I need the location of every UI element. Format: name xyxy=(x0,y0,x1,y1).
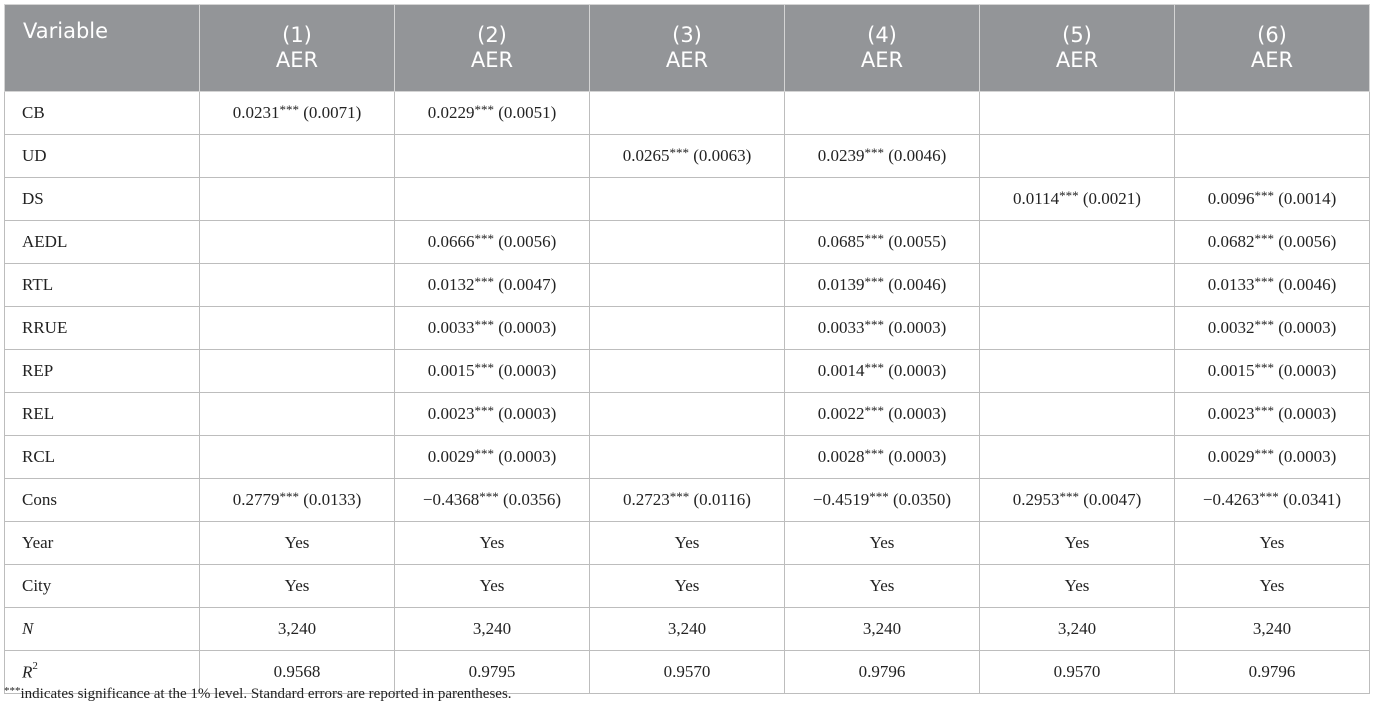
table-cell: 0.0685*** (0.0055) xyxy=(785,221,980,264)
model-number: (6) xyxy=(1257,23,1287,47)
table-cell: Yes xyxy=(785,565,980,608)
table-cell xyxy=(980,307,1175,350)
significance-marker: *** xyxy=(1059,188,1079,203)
row-label-superscript: 2 xyxy=(32,659,38,672)
significance-marker: *** xyxy=(864,317,884,332)
table-cell: Yes xyxy=(395,565,590,608)
row-label-text: N xyxy=(22,619,34,638)
table-cell: 0.0229*** (0.0051) xyxy=(395,92,590,135)
footnote-marker: *** xyxy=(4,685,21,697)
row-label-text: REL xyxy=(22,404,55,423)
table-cell xyxy=(200,307,395,350)
row-label-text: City xyxy=(22,576,52,595)
significance-marker: *** xyxy=(279,102,299,117)
row-label xyxy=(5,436,200,479)
model-header-5 xyxy=(980,5,1175,92)
significance-marker: *** xyxy=(1254,274,1274,289)
row-label-text: AEDL xyxy=(22,232,68,251)
table-row xyxy=(5,436,1370,479)
table-cell xyxy=(980,350,1175,393)
model-header-6 xyxy=(1175,5,1370,92)
table-cell: Yes xyxy=(980,565,1175,608)
significance-marker: *** xyxy=(474,231,494,246)
footnote-text: indicates significance at the 1% level. Standard errors are reported in parentheses. xyxy=(20,686,512,702)
table-cell: 0.0033*** (0.0003) xyxy=(395,307,590,350)
table-cell xyxy=(200,221,395,264)
row-label-text: RTL xyxy=(22,275,54,294)
table-body xyxy=(5,92,1370,694)
table-cell: 0.9795 xyxy=(395,651,590,694)
row-label xyxy=(5,264,200,307)
table-cell: 0.0032*** (0.0003) xyxy=(1175,307,1370,350)
significance-marker: *** xyxy=(669,145,689,160)
model-number: (2) xyxy=(477,23,507,47)
significance-marker: *** xyxy=(474,446,494,461)
significance-marker: *** xyxy=(864,231,884,246)
significance-marker: *** xyxy=(669,489,690,504)
table-cell: 3,240 xyxy=(590,608,785,651)
table-cell: 0.2779*** (0.0133) xyxy=(200,479,395,522)
table-cell xyxy=(980,436,1175,479)
table-cell: 0.0133*** (0.0046) xyxy=(1175,264,1370,307)
regression-table xyxy=(4,4,1370,694)
table-cell xyxy=(590,436,785,479)
row-label xyxy=(5,178,200,221)
significance-marker: *** xyxy=(1259,489,1279,504)
table-cell: 0.0239*** (0.0046) xyxy=(785,135,980,178)
significance-marker: *** xyxy=(1059,489,1079,504)
model-number: (3) xyxy=(672,23,702,47)
dependent-variable: AER xyxy=(860,48,904,72)
significance-marker: *** xyxy=(864,446,884,461)
header-row xyxy=(5,5,1370,92)
table-cell xyxy=(200,350,395,393)
table-row xyxy=(5,479,1370,522)
table-row xyxy=(5,393,1370,436)
table-cell: 3,240 xyxy=(980,608,1175,651)
row-label xyxy=(5,135,200,178)
dependent-variable: AER xyxy=(1250,48,1294,72)
table-cell: 0.9796 xyxy=(1175,651,1370,694)
table-cell: Yes xyxy=(980,522,1175,565)
significance-marker: *** xyxy=(1254,188,1274,203)
table-cell: Yes xyxy=(590,565,785,608)
table-cell: 3,240 xyxy=(785,608,980,651)
table-footnote xyxy=(4,686,512,703)
table-row xyxy=(5,264,1370,307)
table-cell xyxy=(1175,135,1370,178)
row-label-text: REP xyxy=(22,361,54,380)
table-row xyxy=(5,350,1370,393)
significance-marker: *** xyxy=(1254,231,1274,246)
table-cell xyxy=(980,264,1175,307)
table-cell: 0.0132*** (0.0047) xyxy=(395,264,590,307)
table-cell: 0.0014*** (0.0003) xyxy=(785,350,980,393)
significance-marker: *** xyxy=(479,489,499,504)
model-header-4 xyxy=(785,5,980,92)
table-cell: 0.2953*** (0.0047) xyxy=(980,479,1175,522)
row-label xyxy=(5,608,200,651)
table-cell: 0.0029*** (0.0003) xyxy=(395,436,590,479)
table-cell: 0.0028*** (0.0003) xyxy=(785,436,980,479)
significance-marker: *** xyxy=(474,403,494,418)
table-cell: −0.4519*** (0.0350) xyxy=(785,479,980,522)
table-cell: 0.0015*** (0.0003) xyxy=(1175,350,1370,393)
table-cell: Yes xyxy=(785,522,980,565)
row-label xyxy=(5,350,200,393)
table-cell xyxy=(200,393,395,436)
dependent-variable: AER xyxy=(275,48,319,72)
table-cell: 0.0139*** (0.0046) xyxy=(785,264,980,307)
row-label xyxy=(5,92,200,135)
table-cell: 0.0682*** (0.0056) xyxy=(1175,221,1370,264)
table-cell xyxy=(980,92,1175,135)
significance-marker: *** xyxy=(1254,317,1274,332)
table-cell xyxy=(395,135,590,178)
table-cell: Yes xyxy=(200,522,395,565)
table-cell: Yes xyxy=(590,522,785,565)
model-number: (4) xyxy=(867,23,897,47)
table-cell xyxy=(785,178,980,221)
row-label-text: Cons xyxy=(22,490,57,509)
table-cell: −0.4263*** (0.0341) xyxy=(1175,479,1370,522)
significance-marker: *** xyxy=(474,274,494,289)
table-cell: Yes xyxy=(395,522,590,565)
table-cell xyxy=(200,436,395,479)
table-cell: Yes xyxy=(1175,522,1370,565)
row-label xyxy=(5,522,200,565)
table-cell: Yes xyxy=(1175,565,1370,608)
significance-marker: *** xyxy=(474,317,494,332)
table-row xyxy=(5,221,1370,264)
table-cell: 3,240 xyxy=(200,608,395,651)
table-cell: 0.0029*** (0.0003) xyxy=(1175,436,1370,479)
table-cell: 0.0023*** (0.0003) xyxy=(1175,393,1370,436)
table-row xyxy=(5,608,1370,651)
table-cell: 0.0022*** (0.0003) xyxy=(785,393,980,436)
table-cell xyxy=(590,393,785,436)
significance-marker: *** xyxy=(474,360,494,375)
table-row xyxy=(5,178,1370,221)
significance-marker: *** xyxy=(864,274,884,289)
row-label xyxy=(5,221,200,264)
row-label-text: Year xyxy=(22,533,54,552)
table-cell: −0.4368*** (0.0356) xyxy=(395,479,590,522)
table-cell xyxy=(1175,92,1370,135)
significance-marker: *** xyxy=(1254,446,1274,461)
row-label-text: DS xyxy=(22,189,44,208)
table-cell: 0.0023*** (0.0003) xyxy=(395,393,590,436)
row-label-text: RRUE xyxy=(22,318,68,337)
significance-marker: *** xyxy=(1254,360,1274,375)
table-cell: 0.0114*** (0.0021) xyxy=(980,178,1175,221)
table-cell xyxy=(980,221,1175,264)
table-cell xyxy=(200,135,395,178)
table-row xyxy=(5,307,1370,350)
row-label xyxy=(5,307,200,350)
model-header-3 xyxy=(590,5,785,92)
significance-marker: *** xyxy=(864,403,884,418)
significance-marker: *** xyxy=(474,102,494,117)
row-label xyxy=(5,393,200,436)
table-cell: 0.9570 xyxy=(590,651,785,694)
variable-header: Variable xyxy=(5,5,200,92)
table-cell xyxy=(590,92,785,135)
table-cell xyxy=(590,350,785,393)
row-label-text: R xyxy=(22,662,33,682)
table-row xyxy=(5,565,1370,608)
significance-marker: *** xyxy=(1254,403,1274,418)
table-cell: 0.0231*** (0.0071) xyxy=(200,92,395,135)
table-cell: 0.9568 xyxy=(200,651,395,694)
table-cell xyxy=(200,178,395,221)
row-label-text: UD xyxy=(22,146,47,165)
dependent-variable: AER xyxy=(1055,48,1099,72)
table-cell xyxy=(980,393,1175,436)
table-cell: 3,240 xyxy=(395,608,590,651)
table-cell: 0.0096*** (0.0014) xyxy=(1175,178,1370,221)
table-cell xyxy=(590,307,785,350)
significance-marker: *** xyxy=(869,489,889,504)
table-cell: 0.0666*** (0.0056) xyxy=(395,221,590,264)
dependent-variable: AER xyxy=(470,48,514,72)
table-cell xyxy=(590,221,785,264)
table-cell: Yes xyxy=(200,565,395,608)
table-cell: 0.2723*** (0.0116) xyxy=(590,479,785,522)
table-cell: 3,240 xyxy=(1175,608,1370,651)
table-cell: 0.0033*** (0.0003) xyxy=(785,307,980,350)
table-cell xyxy=(200,264,395,307)
dependent-variable: AER xyxy=(665,48,709,72)
row-label xyxy=(5,479,200,522)
significance-marker: *** xyxy=(864,145,884,160)
table-cell: 0.9570 xyxy=(980,651,1175,694)
table-cell: 0.0015*** (0.0003) xyxy=(395,350,590,393)
significance-marker: *** xyxy=(279,489,299,504)
model-header-1 xyxy=(200,5,395,92)
table-cell: 0.9796 xyxy=(785,651,980,694)
table-row xyxy=(5,92,1370,135)
table-header xyxy=(5,5,1370,92)
table-cell: 0.0265*** (0.0063) xyxy=(590,135,785,178)
table-cell xyxy=(590,264,785,307)
significance-marker: *** xyxy=(864,360,884,375)
row-label-text: RCL xyxy=(22,447,56,466)
table-cell xyxy=(395,178,590,221)
row-label-text: CB xyxy=(22,103,45,122)
model-header-2 xyxy=(395,5,590,92)
model-number: (1) xyxy=(282,23,312,47)
table-cell xyxy=(980,135,1175,178)
model-number: (5) xyxy=(1062,23,1092,47)
table-cell xyxy=(590,178,785,221)
table-row xyxy=(5,522,1370,565)
row-label xyxy=(5,565,200,608)
table-row xyxy=(5,135,1370,178)
table-cell xyxy=(785,92,980,135)
